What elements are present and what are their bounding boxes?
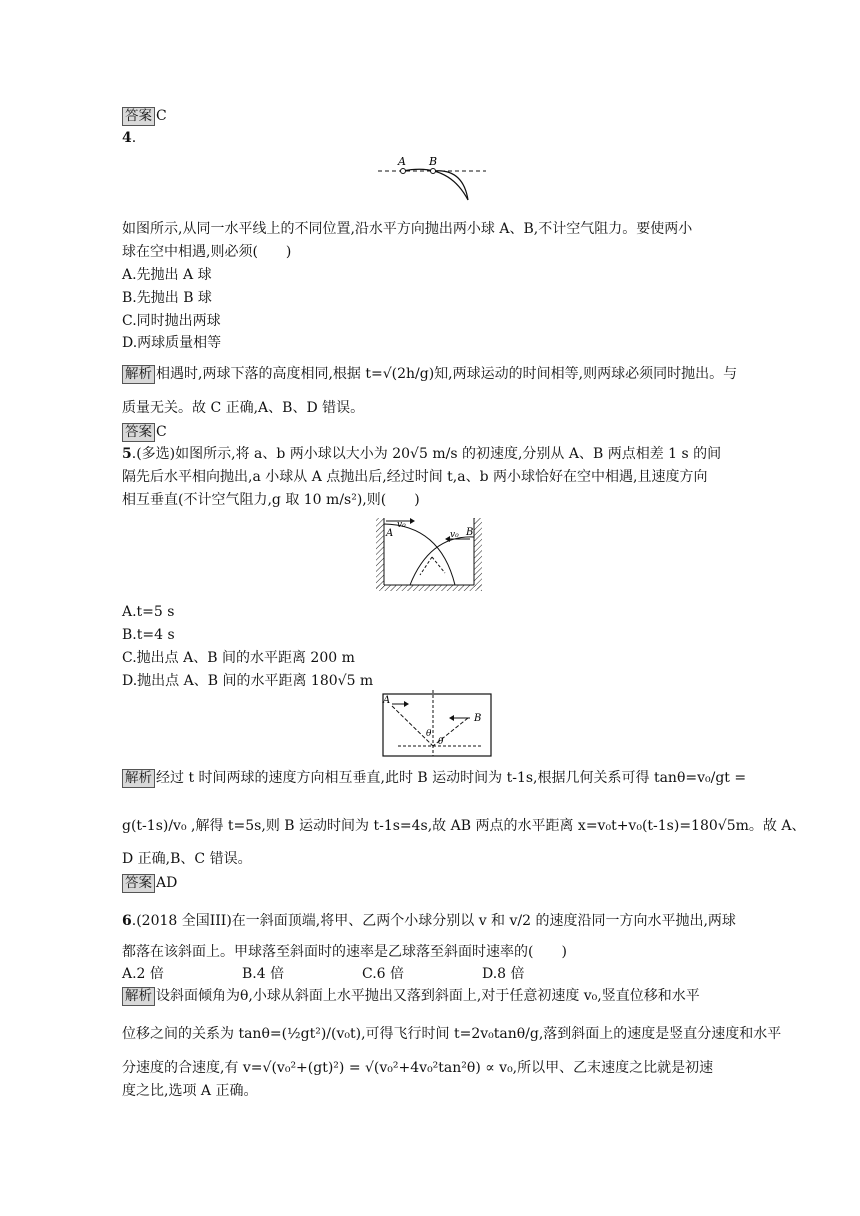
answer-value: AD <box>156 875 178 891</box>
q5-figure-2 <box>378 690 498 760</box>
analysis-text: 相遇时,两球下落的高度相同,根据 t= <box>156 366 383 382</box>
q5-option-a: A.t=5 s <box>122 604 175 620</box>
answer-value: C <box>156 108 167 124</box>
q6-option-c: C.6 倍 <box>362 966 405 982</box>
q5-stem-line2: 隔先后水平相向抛出,a 小球从 A 点抛出后,经过时间 t,a、b 两小球恰好在空中相遇,且速度方向 <box>122 469 708 485</box>
q6-stem-line1 <box>122 911 736 931</box>
fig2-label-a: A <box>383 695 391 706</box>
sqrt-formula: √(2h/g) <box>382 366 435 382</box>
q5-answer-row <box>122 873 177 893</box>
fig1-label-a: A <box>386 528 394 539</box>
fig1-label-b: B <box>466 527 474 538</box>
fig2-label-b: B <box>474 713 482 724</box>
q5-option-d: D.抛出点 A、B 间的水平距离 180√5 m <box>122 673 374 689</box>
fig1-label-v0a: v₀ <box>397 520 406 530</box>
q6-option-a: A.2 倍 <box>122 966 164 982</box>
answer-tag: 答案 <box>122 423 155 442</box>
analysis-text: 知,两球运动的时间相等,则两球必须同时抛出。与 <box>434 366 738 382</box>
q4-figure <box>378 150 518 206</box>
fig2-label-theta1: θ <box>426 729 432 739</box>
q6-options <box>122 964 602 984</box>
q6-analysis-line1 <box>122 986 700 1006</box>
q5-analysis-line3: D 正确,B、C 错误。 <box>122 851 252 867</box>
question-number: 4 <box>122 130 132 146</box>
answer-tag: 答案 <box>122 107 155 126</box>
q5-figure-1 <box>370 515 490 593</box>
q3-answer-row <box>122 106 167 126</box>
q4-number <box>122 128 136 148</box>
fig2-label-theta2: θ <box>438 737 444 747</box>
q4-option-b: B.先抛出 B 球 <box>122 290 212 306</box>
q6-analysis-line3: 分速度的合速度,有 v=√(v₀²+(gt)²) = √(v₀²+4v₀²tan²θ) ∝ v₀,所以甲、乙末速度之比就是初速 <box>122 1060 714 1076</box>
q5-analysis-line1 <box>122 768 746 788</box>
q4-option-a: A.先抛出 A 球 <box>122 267 212 283</box>
q4-answer-row <box>122 422 167 442</box>
analysis-tag: 解析 <box>122 769 155 788</box>
q6-stem-line2: 都落在该斜面上。甲球落至斜面时的速率是乙球落至斜面时速率的( ) <box>122 944 567 960</box>
q5-stem-line3: 相互垂直(不计空气阻力,g 取 10 m/s²),则( ) <box>122 492 420 508</box>
fig-label-b: B <box>429 155 438 168</box>
q5-stem-line1 <box>122 444 721 464</box>
answer-value: C <box>156 424 167 440</box>
q4-analysis-line2: 质量无关。故 C 正确,A、B、D 错误。 <box>122 400 365 416</box>
q4-option-c: C.同时抛出两球 <box>122 313 221 329</box>
q4-option-d: D.两球质量相等 <box>122 335 222 351</box>
question-number: 5 <box>122 446 132 462</box>
analysis-text: 经过 t 时间两球的速度方向相互垂直,此时 B 运动时间为 t-1s,根据几何关系可得 tanθ=v₀/gt = <box>156 770 747 786</box>
answer-tag: 答案 <box>122 874 155 893</box>
q4-analysis-line1 <box>122 364 737 384</box>
stem-text: .(多选)如图所示,将 a、b 两小球以大小为 20√5 m/s 的初速度,分别从 A、B 两点相差 1 s 的间 <box>131 446 722 462</box>
q4-stem-line1: 如图所示,从同一水平线上的不同位置,沿水平方向抛出两小球 A、B,不计空气阻力。要使两小 <box>122 221 693 237</box>
q6-analysis-line2: 位移之间的关系为 tanθ=(½gt²)/(v₀t),可得飞行时间 t=2v₀tanθ/g,落到斜面上的速度是竖直分速度和水平 <box>122 1026 782 1042</box>
q6-option-d: D.8 倍 <box>482 966 525 982</box>
question-number: 6 <box>122 913 132 929</box>
fig1-label-v0b: v₀ <box>450 530 459 540</box>
analysis-text: 设斜面倾角为θ,小球从斜面上水平抛出又落到斜面上,对于任意初速度 v₀,竖直位移和水平 <box>156 988 700 1004</box>
analysis-tag: 解析 <box>122 365 155 384</box>
q5-option-b: B.t=4 s <box>122 627 175 643</box>
stem-text: .(2018 全国III)在一斜面顶端,将甲、乙两个小球分别以 v 和 v/2 的速度沿同一方向水平抛出,两球 <box>131 913 736 929</box>
q6-analysis-line4: 度之比,选项 A 正确。 <box>122 1083 258 1099</box>
q6-option-b: B.4 倍 <box>242 966 285 982</box>
q4-stem-line2: 球在空中相遇,则必须( ) <box>122 244 292 260</box>
analysis-tag: 解析 <box>122 987 155 1006</box>
question-number-suffix: . <box>131 130 137 146</box>
q5-analysis-line2: g(t-1s)/v₀ ,解得 t=5s,则 B 运动时间为 t-1s=4s,故 AB 两点的水平距离 x=v₀t+v₀(t-1s)=180√5m。故 A、 <box>122 818 806 834</box>
fig-label-a: A <box>398 155 406 168</box>
q5-option-c: C.抛出点 A、B 间的水平距离 200 m <box>122 650 355 666</box>
